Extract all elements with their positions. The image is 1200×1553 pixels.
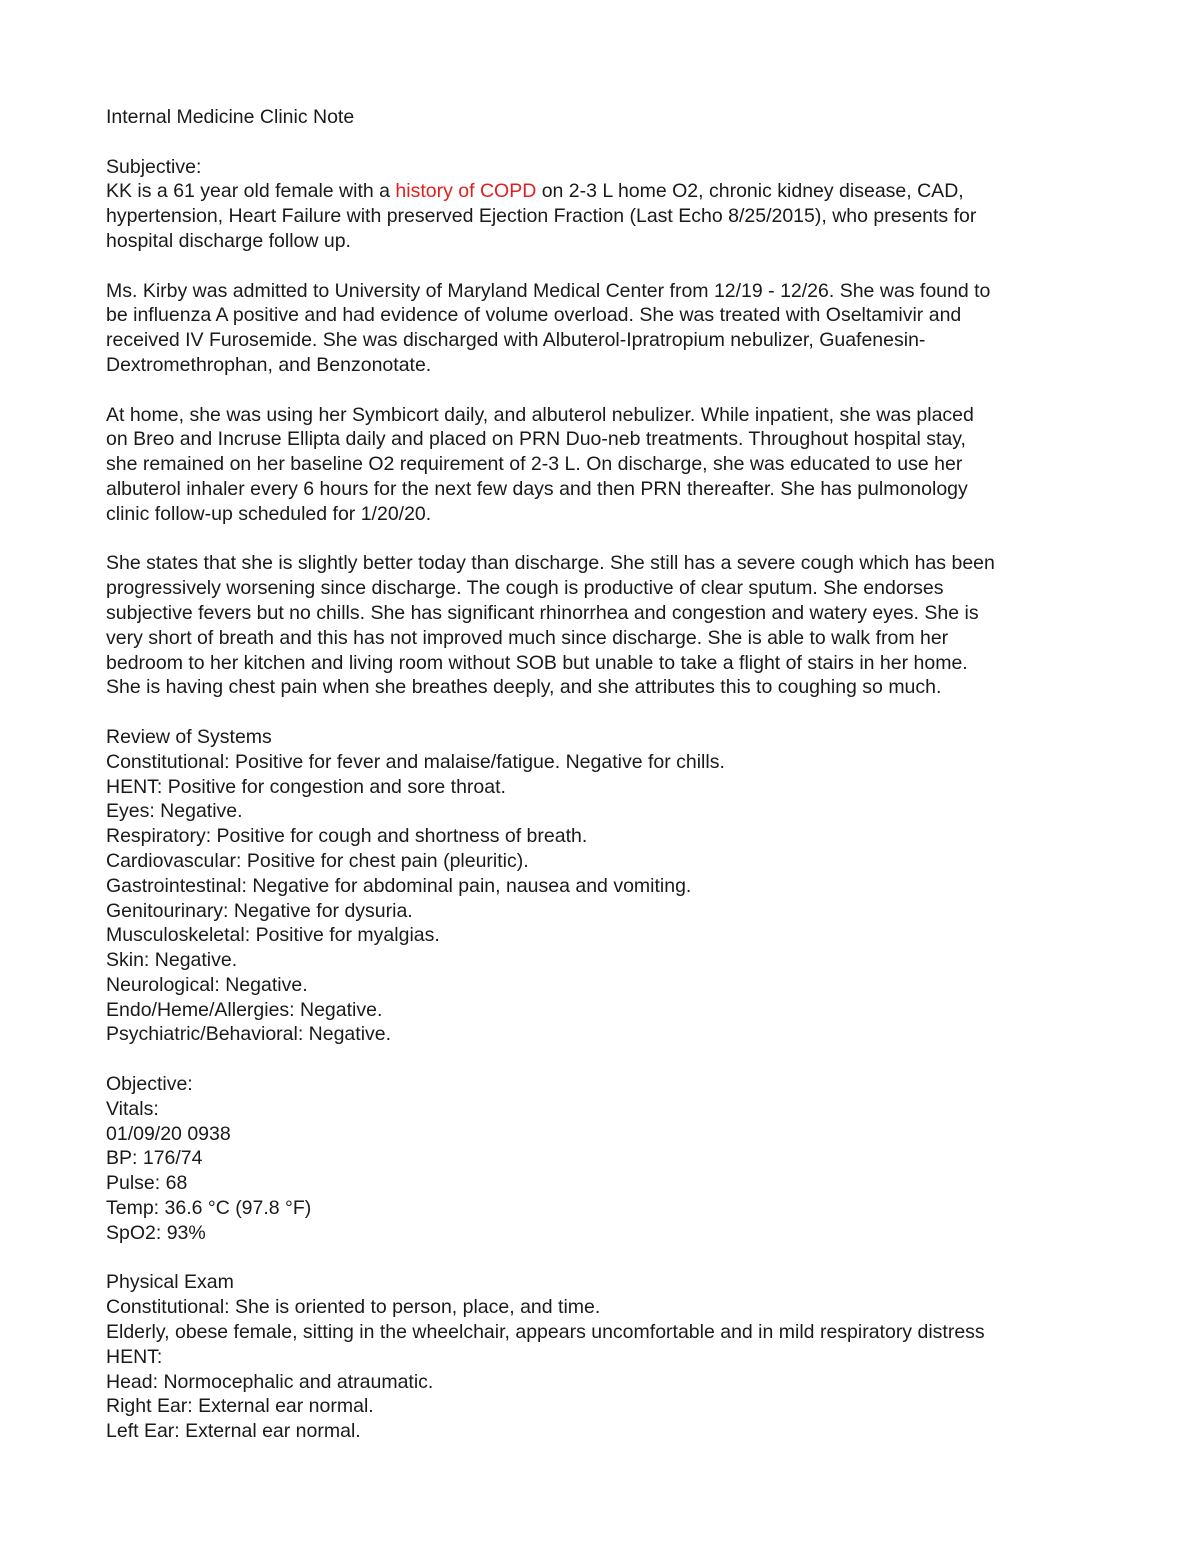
subjective-heading: Subjective:: [106, 155, 202, 178]
physical-exam: [106, 1270, 1106, 1444]
exam-item: HENT:: [106, 1345, 163, 1368]
ros-item: Constitutional: Positive for fever and malaise/fatigue. Negative for chills.: [106, 750, 725, 773]
subjective-hpi: [106, 155, 1106, 254]
home-medications-line: clinic follow-up scheduled for 1/20/20.: [106, 502, 432, 525]
vitals-item: SpO2: 93%: [106, 1221, 206, 1244]
exam-item: Right Ear: External ear normal.: [106, 1395, 374, 1418]
admission-line: Ms. Kirby was admitted to University of Maryland Medical Center from 12/19 - 12/26. She was found to: [106, 279, 991, 302]
ros-item: Neurological: Negative.: [106, 973, 308, 996]
ros-item: Skin: Negative.: [106, 949, 238, 972]
vitals-item: BP: 176/74: [106, 1147, 203, 1170]
home-medications-paragraph: [106, 403, 1106, 527]
ros-heading: Review of Systems: [106, 725, 272, 748]
review-of-systems: [106, 725, 1106, 1047]
ros-item: Endo/Heme/Allergies: Negative.: [106, 998, 383, 1021]
home-medications-line: she remained on her baseline O2 requirement of 2-3 L. On discharge, she was educated to use her: [106, 453, 963, 476]
admission-line: received IV Furosemide. She was discharged with Albuterol-Ipratropium nebulizer, Guafenesin-: [106, 329, 926, 352]
ros-item: Respiratory: Positive for cough and shortness of breath.: [106, 825, 588, 848]
current-status-line: bedroom to her kitchen and living room without SOB but unable to take a flight of stairs in her home.: [106, 651, 968, 674]
exam-item: Constitutional: She is oriented to person, place, and time.: [106, 1296, 601, 1319]
exam-heading: Physical Exam: [106, 1271, 234, 1294]
current-status-line: She is having chest pain when she breathes deeply, and she attributes this to coughing so much.: [106, 676, 942, 699]
objective-vitals: [106, 1072, 1106, 1246]
vitals-item: 01/09/20 0938: [106, 1122, 231, 1145]
vitals-item: Vitals:: [106, 1097, 159, 1120]
exam-item: Left Ear: External ear normal.: [106, 1420, 361, 1443]
current-status-line: She states that she is slightly better today than discharge. She still has a severe cough which has been: [106, 552, 995, 575]
current-status-line: very short of breath and this has not improved much since discharge. She is able to walk from her: [106, 626, 949, 649]
hpi-line-1-rest: on 2-3 L home O2, chronic kidney disease, CAD,: [536, 180, 964, 203]
current-status-line: progressively worsening since discharge. The cough is productive of clear sputum. She endorses: [106, 577, 944, 600]
copd-history-highlight: history of COPD: [395, 180, 537, 203]
exam-item: Head: Normocephalic and atraumatic.: [106, 1370, 434, 1393]
objective-heading: Objective:: [106, 1073, 193, 1096]
home-medications-line: on Breo and Incruse Ellipta daily and placed on PRN Duo-neb treatments. Throughout hospital stay,: [106, 428, 966, 451]
vitals-item: Pulse: 68: [106, 1172, 188, 1195]
clinic-note-document: [106, 105, 1106, 1469]
ros-item: Gastrointestinal: Negative for abdominal pain, nausea and vomiting.: [106, 874, 692, 897]
current-status-line: subjective fevers but no chills. She has significant rhinorrhea and congestion and watery eyes. She is: [106, 601, 979, 624]
document-title: Internal Medicine Clinic Note: [106, 106, 355, 128]
ros-item: HENT: Positive for congestion and sore throat.: [106, 775, 506, 798]
hpi-line-1: [106, 179, 1106, 204]
hpi-line-3: hospital discharge follow up.: [106, 229, 351, 252]
admission-line: Dextromethrophan, and Benzonotate.: [106, 353, 432, 376]
exam-item: Elderly, obese female, sitting in the wheelchair, appears uncomfortable and in mild respiratory distress: [106, 1321, 985, 1344]
admission-line: be influenza A positive and had evidence of volume overload. She was treated with Oseltamivir and: [106, 304, 962, 327]
home-medications-line: At home, she was using her Symbicort daily, and albuterol nebulizer. While inpatient, she was placed: [106, 403, 974, 426]
admission-paragraph: [106, 279, 1106, 378]
hpi-intro-text: KK is a 61 year old female with a: [106, 180, 396, 203]
ros-item: Cardiovascular: Positive for chest pain (pleuritic).: [106, 849, 529, 872]
home-medications-line: albuterol inhaler every 6 hours for the next few days and then PRN thereafter. She has pulmonology: [106, 477, 968, 500]
hpi-line-2: hypertension, Heart Failure with preserved Ejection Fraction (Last Echo 8/25/2015), who presents for: [106, 205, 977, 228]
document-title-block: [106, 105, 1106, 130]
ros-item: Psychiatric/Behavioral: Negative.: [106, 1023, 392, 1046]
vitals-item: Temp: 36.6 °C (97.8 °F): [106, 1197, 312, 1220]
ros-item: Genitourinary: Negative for dysuria.: [106, 899, 413, 922]
ros-item: Musculoskeletal: Positive for myalgias.: [106, 924, 440, 947]
current-status-paragraph: [106, 551, 1106, 700]
ros-item: Eyes: Negative.: [106, 800, 243, 823]
